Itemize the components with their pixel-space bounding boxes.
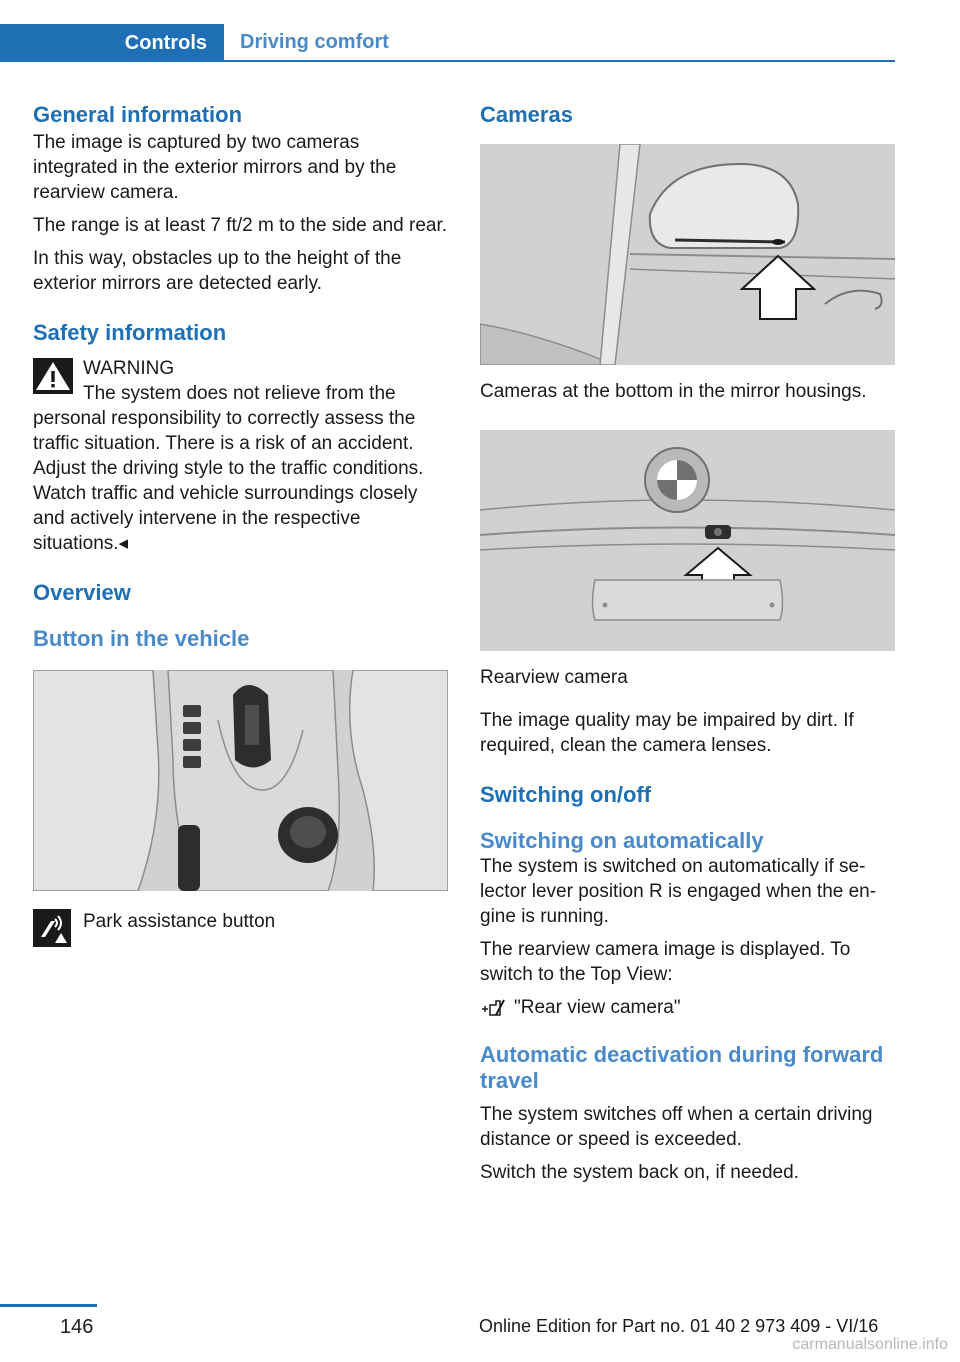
center-console-illustration bbox=[33, 670, 448, 891]
auto-off-paragraph-1: The system switches off when a certain driving distance or speed is exceeded. bbox=[480, 1104, 873, 1150]
rearview-camera-caption: Rearview camera bbox=[480, 667, 628, 688]
general-paragraph-2: The range is at least 7 ft/2 m to the side and rear. bbox=[33, 215, 448, 236]
section-tab-driving-comfort[interactable]: Driving comfort bbox=[240, 30, 389, 53]
general-paragraph-1: The image is captured by two cameras integrated in the exterior mirrors and by the rearview camera. bbox=[33, 132, 397, 203]
left-column bbox=[33, 100, 448, 947]
right-column bbox=[480, 100, 895, 1185]
cameras-heading: Cameras bbox=[480, 102, 573, 127]
rearview-camera-figure bbox=[480, 430, 895, 651]
mirror-camera-illustration bbox=[480, 144, 895, 365]
footer-rule bbox=[0, 1304, 97, 1307]
automatic-deactivation-heading: Automatic deactivation during forward travel bbox=[480, 1042, 884, 1093]
switching-on-automatically-heading: Switching on automatically bbox=[480, 828, 764, 853]
page-number: 146 bbox=[60, 1316, 94, 1338]
warning-block bbox=[33, 356, 448, 556]
edition-info: Online Edition for Part no. 01 40 2 973 409 - VI/16 bbox=[479, 1316, 879, 1336]
warning-label: WARNING bbox=[83, 358, 175, 379]
general-paragraph-3: In this way, obstacles up to the height of the exterior mirrors are detected early. bbox=[33, 248, 402, 294]
warning-triangle-icon bbox=[33, 358, 73, 394]
mirror-camera-figure bbox=[480, 144, 895, 365]
auto-on-paragraph-2: The rearview camera image is displayed. To switch to the Top View: bbox=[480, 939, 851, 985]
image-quality-text: The image quality may be impaired by dirt. If required, clean the camera lenses. bbox=[480, 710, 854, 756]
general-information-heading: General information bbox=[33, 102, 243, 127]
switching-on-off-heading: Switching on/off bbox=[480, 782, 652, 807]
camera-menu-icon bbox=[480, 997, 506, 1019]
park-assistance-caption-row bbox=[33, 909, 448, 947]
button-in-vehicle-heading: Button in the vehicle bbox=[33, 626, 250, 651]
page-header bbox=[0, 24, 895, 62]
overview-heading: Overview bbox=[33, 580, 131, 605]
auto-on-paragraph-1: The system is switched on automatically if selector lever position R is engaged when the engine is running. bbox=[480, 856, 877, 927]
warning-text: The system does not relieve from the personal responsibility to correctly assess the traffic situation. There is a risk of an accident. Adjust the driving style to the traffic conditions. Watch traffic and vehicle surroundings closely and actively intervene in the respective situations.◂ bbox=[33, 383, 424, 554]
rear-view-camera-menu-item[interactable]: "Rear view camera" bbox=[514, 997, 681, 1018]
section-tab-controls[interactable]: Controls bbox=[0, 24, 224, 62]
watermark: carmanualsonline.info bbox=[792, 1336, 948, 1353]
center-console-figure bbox=[33, 670, 448, 891]
rearview-camera-illustration bbox=[480, 430, 895, 651]
safety-information-heading: Safety information bbox=[33, 320, 227, 345]
menu-item-row bbox=[480, 995, 895, 1020]
auto-off-paragraph-2: Switch the system back on, if needed. bbox=[480, 1162, 799, 1183]
park-assistance-caption: Park assistance button bbox=[83, 911, 276, 932]
mirror-camera-caption: Cameras at the bottom in the mirror housings. bbox=[480, 381, 867, 402]
park-assistance-icon bbox=[33, 909, 71, 947]
